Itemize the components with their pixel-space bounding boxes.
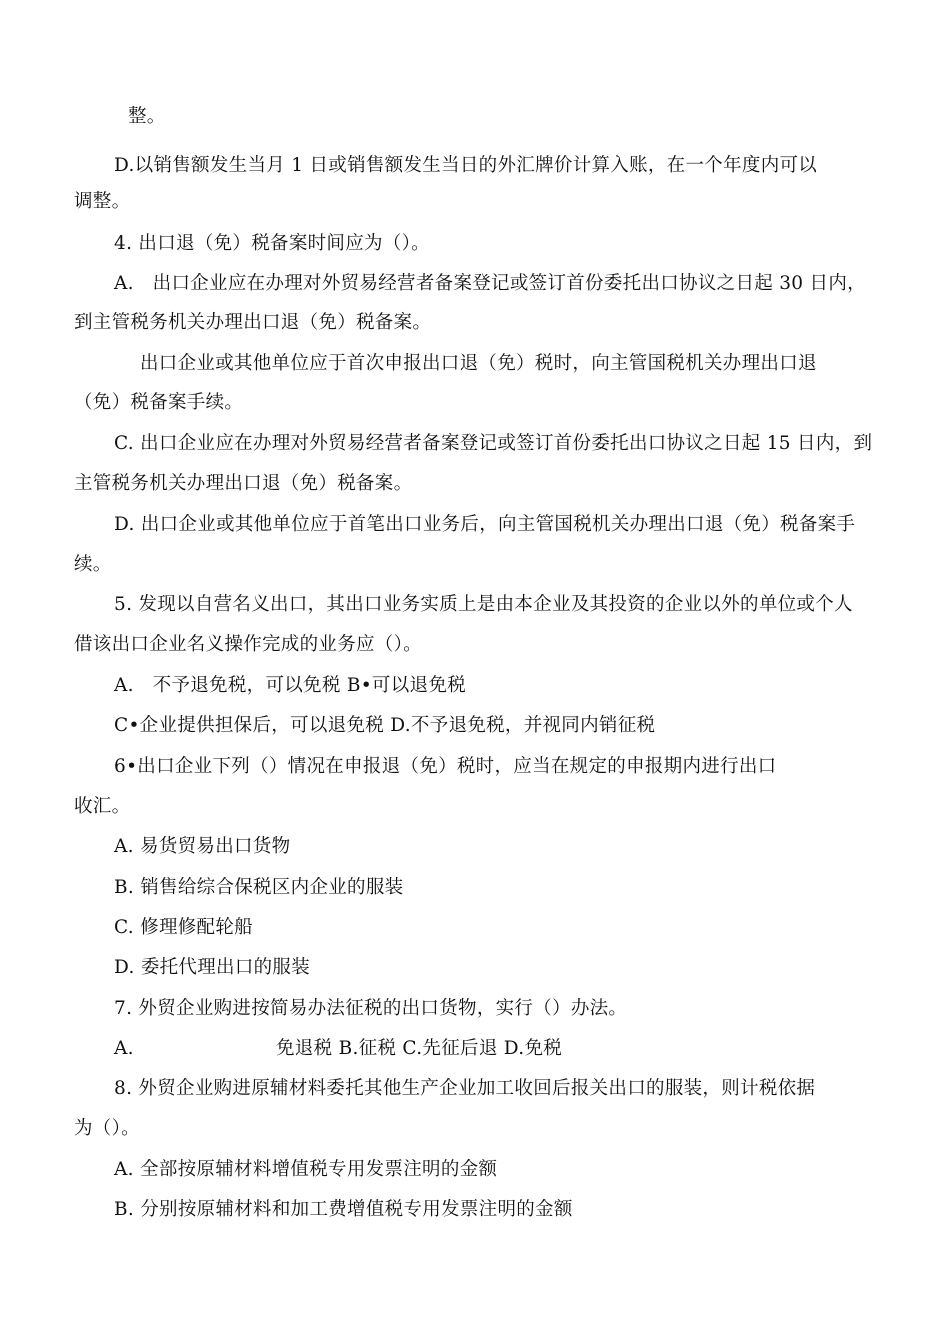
text-line: 主管税务机关办理出口退（免）税备案。 xyxy=(74,473,413,494)
text-line: （免）税备案手续。 xyxy=(74,392,244,413)
options-7: 免退税 B.征税 C.先征后退 D.免税 xyxy=(276,1038,563,1059)
text-line: D.以销售额发生当月 1 日或销售额发生当日的外汇牌价计算入账，在一个年度内可以 xyxy=(114,155,818,176)
text-line: 借该出口企业名义操作完成的业务应（）。 xyxy=(74,634,422,655)
option-6a: A. 易货贸易出口货物 xyxy=(114,836,291,857)
option-4b: 出口企业或其他单位应于首次申报出口退（免）税时，向主管国税机关办理出口退 xyxy=(140,353,817,374)
question-6: 6•出口企业下列（）情况在申报退（免）税时，应当在规定的申报期内进行出口 xyxy=(114,756,777,777)
option-8a: A. 全部按原辅材料增值税专用发票注明的金额 xyxy=(114,1159,498,1180)
question-8: 8. 外贸企业购进原辅材料委托其他生产企业加工收回后报关出口的服装，则计税依据 xyxy=(114,1078,816,1099)
option-4a: A. 出口企业应在办理对外贸易经营者备案登记或签订首份委托出口协议之日起 30 日内， xyxy=(114,273,866,294)
options-5ab: A. 不予退免税，可以免税 B•可以退免税 xyxy=(114,675,466,696)
question-7: 7. 外贸企业购进按简易办法征税的出口货物，实行（）办法。 xyxy=(114,998,628,1019)
text-line: 续。 xyxy=(74,554,112,575)
option-6b: B. 销售给综合保税区内企业的服装 xyxy=(114,877,404,898)
question-5: 5. 发现以自营名义出口，其出口业务实质上是由本企业及其投资的企业以外的单位或个人 xyxy=(114,594,853,615)
question-4: 4. 出口退（免）税备案时间应为（）。 xyxy=(114,233,430,254)
option-8b: B. 分别按原辅材料和加工费增值税专用发票注明的金额 xyxy=(114,1199,573,1220)
text-line: 调整。 xyxy=(74,191,131,212)
options-5cd: C•企业提供担保后，可以退免税 D.不予退免税，并视同内销征税 xyxy=(114,715,656,736)
option-6d: D. 委托代理出口的服装 xyxy=(114,957,311,978)
option-7a-label: A. xyxy=(114,1038,134,1059)
text-line: 为（）。 xyxy=(74,1118,140,1139)
text-line: 到主管税务机关办理出口退（免）税备案。 xyxy=(74,312,432,333)
option-6c: C. 修理修配轮船 xyxy=(114,917,253,938)
option-4c: C. 出口企业应在办理对外贸易经营者备案登记或签订首份委托出口协议之日起 15 日内，到 xyxy=(114,433,873,454)
option-4d: D. 出口企业或其他单位应于首笔出口业务后，向主管国税机关办理出口退（免）税备案手 xyxy=(114,514,856,535)
text-line: 收汇。 xyxy=(74,796,131,817)
text-line: 整。 xyxy=(128,106,166,127)
